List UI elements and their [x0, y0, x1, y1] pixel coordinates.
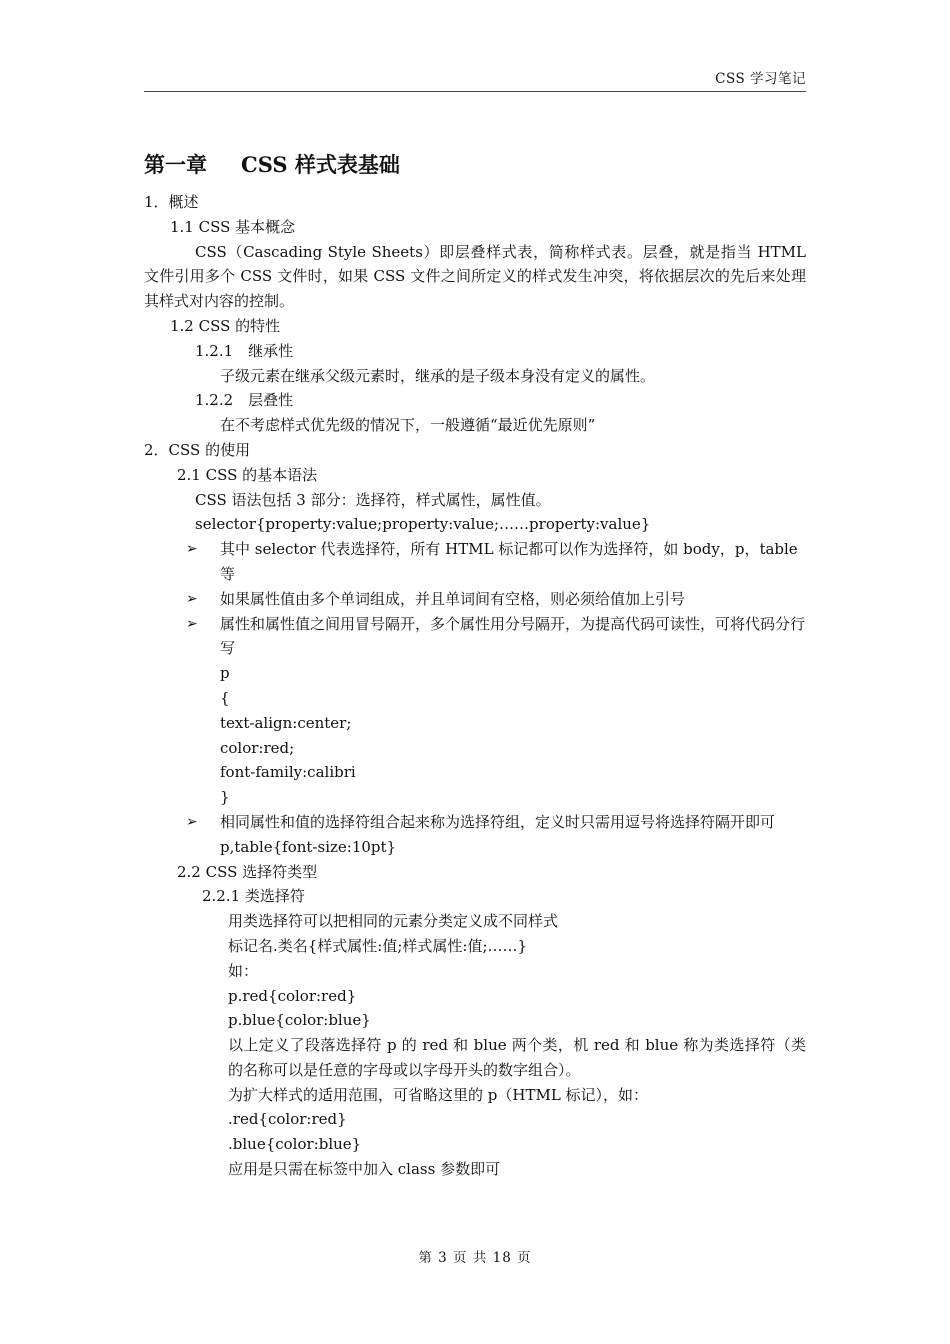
- subsection-heading: 2.2 CSS 选择符类型: [177, 862, 318, 881]
- arrow-bullet-icon: ➢: [186, 590, 198, 607]
- subsubsection-heading: 1.2.1 继承性: [195, 341, 294, 360]
- page-number-footer: 第 3 页 共 18 页: [418, 1250, 532, 1266]
- list-item-text: 属性和属性值之间用冒号隔开，多个属性用分号隔开，为提高代码可读性，可将代码分行写: [220, 614, 806, 658]
- arrow-bullet-icon: ➢: [186, 615, 198, 632]
- running-header: CSS 学习笔记: [715, 71, 806, 87]
- arrow-bullet-icon: ➢: [186, 813, 198, 830]
- code-line: 标记名.类名{样式属性:值;样式属性:值;……}: [228, 936, 528, 955]
- page-body: [144, 148, 806, 1182]
- paragraph: 以上定义了段落选择符 p 的 red 和 blue 两个类，机 red 和 blue 称为类选择符（类的名称可以是任意的字母或以字母开头的数字组合）。: [228, 1036, 806, 1079]
- code-line: selector{property:value;property:value;……property:value}: [195, 515, 651, 534]
- paragraph: CSS 语法包括 3 部分：选择符，样式属性，属性值。: [195, 490, 551, 509]
- list-item: [144, 612, 806, 662]
- paragraph: 应用是只需在标签中加入 class 参数即可: [228, 1160, 501, 1179]
- code-line: p.red{color:red}: [228, 986, 357, 1005]
- chapter-name: CSS 样式表基础: [241, 152, 400, 177]
- section-heading: 2．CSS 的使用: [144, 440, 251, 459]
- paragraph: 如：: [228, 961, 259, 980]
- code-line: p.blue{color:blue}: [228, 1011, 371, 1030]
- list-item: [144, 587, 806, 612]
- subsubsection-heading: 1.2.2 层叠性: [195, 391, 294, 410]
- list-item-text: 其中 selector 代表选择符，所有 HTML 标记都可以作为选择符，如 body，p，table 等: [220, 540, 798, 583]
- code-line: p,table{font-size:10pt}: [220, 837, 397, 856]
- list-item: [144, 537, 806, 587]
- code-line: {: [220, 688, 230, 707]
- list-item-text: 相同属性和值的选择符组合起来称为选择符组，定义时只需用逗号将选择符隔开即可: [220, 812, 776, 831]
- code-line: }: [220, 788, 230, 807]
- paragraph: CSS（Cascading Style Sheets）即层叠样式表，简称样式表。层叠，就是指当 HTML 文件引用多个 CSS 文件时，如果 CSS 文件之间所定义的样式发生冲突，将依据层次的先后来处理其样式对内容的控制。: [144, 242, 806, 311]
- code-line: text-align:center;: [220, 713, 352, 732]
- code-line: font-family:calibri: [220, 763, 356, 782]
- list-item: [144, 810, 806, 835]
- code-line: .blue{color:blue}: [228, 1135, 362, 1154]
- header-rule: [144, 91, 806, 92]
- list-item-text: 如果属性值由多个单词组成，并且单词间有空格，则必须给值加上引号: [220, 589, 686, 608]
- paragraph: 为扩大样式的适用范围，可省略这里的 p（HTML 标记），如：: [228, 1085, 649, 1104]
- subsection-heading: 1.2 CSS 的特性: [170, 316, 281, 335]
- chapter-number: 第一章: [144, 152, 207, 177]
- code-line: .red{color:red}: [228, 1110, 347, 1129]
- arrow-bullet-icon: ➢: [186, 541, 198, 558]
- paragraph: 用类选择符可以把相同的元素分类定义成不同样式: [228, 912, 559, 931]
- code-line: p: [220, 664, 230, 683]
- paragraph: 子级元素在继承父级元素时，继承的是子级本身没有定义的属性。: [220, 366, 656, 385]
- subsubsection-heading: 2.2.1 类选择符: [202, 887, 305, 906]
- section-heading: 1．概述: [144, 193, 199, 211]
- chapter-title: [144, 148, 806, 182]
- subsection-heading: 1.1 CSS 基本概念: [170, 217, 296, 236]
- code-line: color:red;: [220, 738, 295, 757]
- subsection-heading: 2.1 CSS 的基本语法: [177, 465, 318, 484]
- paragraph: 在不考虑样式优先级的情况下，一般遵循“最近优先原则”: [220, 416, 596, 435]
